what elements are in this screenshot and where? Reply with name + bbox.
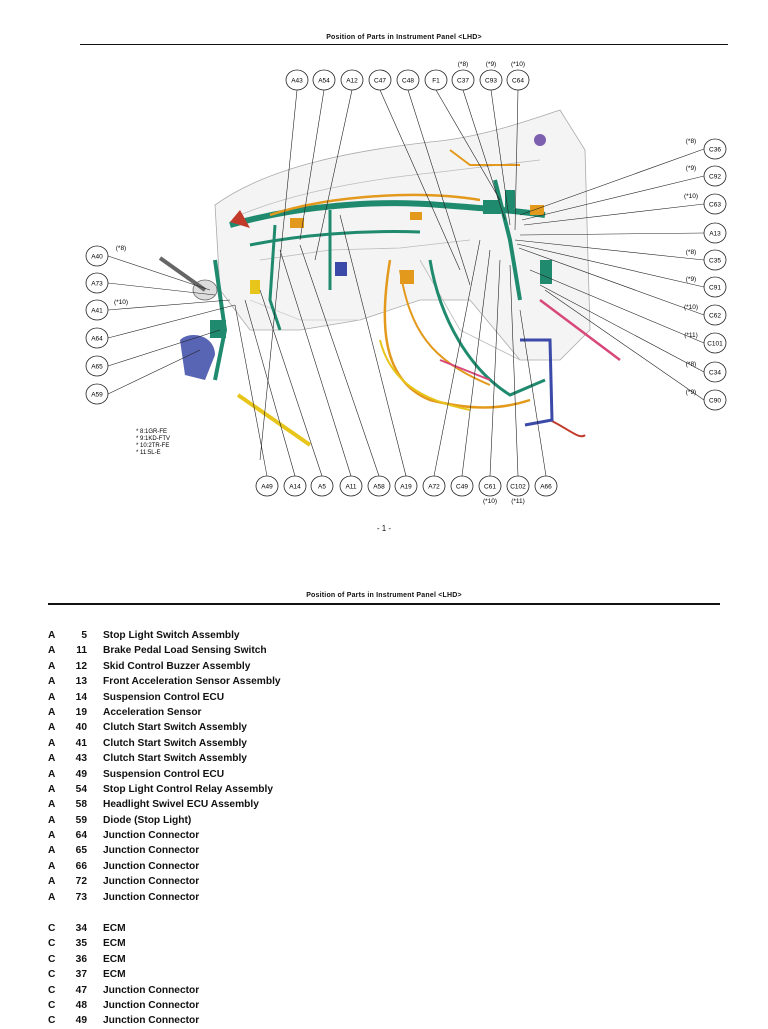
legend-item-num: 64 <box>75 830 87 842</box>
callout-note: (*8) <box>115 245 127 252</box>
callout-c90 <box>686 389 726 410</box>
legend-item <box>48 720 281 735</box>
callout-code: A73 <box>91 280 103 288</box>
legend-item-prefix: C <box>48 1015 56 1027</box>
legend-item-name: Stop Light Switch Assembly <box>103 630 240 641</box>
panel-illustration <box>160 110 620 445</box>
legend-item-name: Skid Control Buzzer Assembly <box>103 660 251 672</box>
callout-code: A13 <box>709 230 721 238</box>
legend-item-name: ECM <box>103 953 126 965</box>
legend-item-prefix: A <box>48 860 56 872</box>
callout-code: A43 <box>291 77 303 85</box>
callout-code: A64 <box>91 335 103 343</box>
legend-item <box>48 797 281 812</box>
callout-note: (*11) <box>511 498 525 505</box>
legend-item-prefix: A <box>48 630 56 641</box>
legend-item <box>48 874 281 889</box>
legend-item-prefix: A <box>48 753 56 765</box>
legend-item <box>48 905 281 921</box>
legend-item <box>48 690 281 705</box>
legend-item-name: Junction Connector <box>103 845 200 857</box>
callout-a59 <box>86 384 108 404</box>
legend-item <box>48 859 281 874</box>
callout-a40 <box>86 245 126 266</box>
callout-code: A12 <box>346 77 358 85</box>
legend-item <box>48 736 281 751</box>
callout-code: A54 <box>318 77 330 85</box>
legend-item-name: Junction Connector <box>103 999 200 1011</box>
legend-item-prefix: A <box>48 845 56 857</box>
header-title: Position of Parts in Instrument Panel <LHD> <box>326 34 482 41</box>
callout-note: (*8) <box>685 361 697 368</box>
legend-item-name: Junction Connector <box>103 891 200 903</box>
callout-c63 <box>684 193 726 214</box>
callout-code: C47 <box>374 77 386 85</box>
callout-a58 <box>368 476 390 496</box>
callout-code: C48 <box>402 77 414 85</box>
legend-item-num: 43 <box>75 753 87 765</box>
legend-item <box>48 936 281 951</box>
legend-item-prefix: A <box>48 876 56 888</box>
page-number: - 1 - <box>376 524 392 533</box>
legend-item <box>48 921 281 936</box>
callout-note: (*8) <box>457 61 469 68</box>
legend-item <box>48 813 281 828</box>
legend-item <box>48 967 281 982</box>
legend-item-name: Clutch Start Switch Assembly <box>103 722 247 734</box>
callout-c101 <box>684 332 726 353</box>
legend-item-prefix: C <box>48 999 56 1011</box>
callout-a11 <box>340 476 362 496</box>
legend-item <box>48 674 281 689</box>
callout-c47 <box>369 70 391 90</box>
legend-item-prefix: A <box>48 691 56 703</box>
instrument-panel-diagram <box>0 45 768 525</box>
legend-item-prefix: A <box>48 783 56 795</box>
legend-item-name: ECM <box>103 938 126 950</box>
legend-item-prefix: A <box>48 645 56 657</box>
callout-note: (*10) <box>683 304 699 311</box>
callout-note: (*8) <box>685 249 697 256</box>
callout-note: (*9) <box>685 389 697 396</box>
legend-item-num: 14 <box>75 691 87 703</box>
callout-code: C91 <box>709 284 721 292</box>
callout-a73 <box>86 273 108 293</box>
legend-item-num: 36 <box>75 953 87 965</box>
callout-note: (*9) <box>485 61 497 68</box>
engine-notes <box>136 429 170 456</box>
legend-item-prefix: A <box>48 722 56 734</box>
callout-note: (*10) <box>683 193 699 200</box>
callout-a13 <box>704 223 726 243</box>
legend-item <box>48 705 281 720</box>
legend-item-num: 54 <box>75 783 87 795</box>
legend-item-num: 59 <box>75 814 87 826</box>
legend-item <box>48 828 281 843</box>
callout-note: (*10) <box>113 299 129 306</box>
callout-a12 <box>341 70 363 90</box>
legend-item-name: Diode (Stop Light) <box>103 814 192 826</box>
callout-code: C63 <box>709 201 721 209</box>
legend-item <box>48 782 281 797</box>
callout-code: A5 <box>318 483 326 491</box>
callout-note: (*8) <box>685 138 697 145</box>
engine-note: * 9:1KD-FTV <box>136 436 171 442</box>
legend-item-name: Headlight Swivel ECU Assembly <box>103 799 259 811</box>
callout-a19 <box>395 476 417 496</box>
legend-item-prefix: A <box>48 768 56 780</box>
callout-c92 <box>686 165 726 186</box>
callout-code: A40 <box>91 253 103 261</box>
legend-item-name: Stop Light Control Relay Assembly <box>103 783 273 795</box>
callout-code: C62 <box>709 312 721 320</box>
legend-item-name: Clutch Start Switch Assembly <box>103 753 247 765</box>
callout-a54 <box>313 70 335 90</box>
callout-c48 <box>397 70 419 90</box>
engine-note: * 8:1GR-FE <box>136 429 168 435</box>
legend-item-prefix: A <box>48 660 56 672</box>
callout-c62 <box>684 304 726 325</box>
legend-item-prefix: A <box>48 706 56 718</box>
legend-item-num: 65 <box>75 845 87 857</box>
callout-note: (*10) <box>482 498 498 505</box>
legend-item-name: Acceleration Sensor <box>103 706 202 718</box>
legend-item <box>48 843 281 858</box>
legend-item-name: Clutch Start Switch Assembly <box>103 737 247 749</box>
legend-item-name: Suspension Control ECU <box>103 691 225 703</box>
callout-code: A65 <box>91 363 103 371</box>
legend-item-prefix: A <box>48 799 56 811</box>
callout-code: C92 <box>709 173 721 181</box>
legend-item-prefix: C <box>48 953 56 965</box>
engine-note: * 11:5L-E <box>136 450 161 456</box>
callout-code: C34 <box>709 369 721 377</box>
legend-item-num: 13 <box>75 676 87 688</box>
callout-note: (*9) <box>685 165 697 172</box>
callout-c64 <box>507 61 529 90</box>
callout-c36 <box>686 138 726 159</box>
callout-a72 <box>423 476 445 496</box>
legend-item-name: Suspension Control ECU <box>103 768 225 780</box>
callout-code: A14 <box>289 483 301 491</box>
callout-f1 <box>425 70 447 90</box>
callout-code: F1 <box>432 77 440 85</box>
legend-item <box>48 643 281 658</box>
callout-note: (*11) <box>684 332 698 339</box>
callout-code: C36 <box>709 146 721 154</box>
callout-code: C90 <box>709 397 721 405</box>
callout-a49 <box>256 476 278 496</box>
callout-a41 <box>86 299 128 320</box>
callout-c37 <box>452 61 474 90</box>
legend-item-name: Junction Connector <box>103 984 200 996</box>
callout-a43 <box>286 70 308 90</box>
callout-c61 <box>479 476 501 505</box>
callout-c102 <box>507 476 529 505</box>
legend-item <box>48 628 281 643</box>
callout-note: (*9) <box>685 276 697 283</box>
legend-item-num: 73 <box>75 891 87 903</box>
legend-item-name: Junction Connector <box>103 876 200 888</box>
legend-item-num: 19 <box>75 706 87 718</box>
legend-item-num: 41 <box>75 737 87 749</box>
legend-item-num: 11 <box>76 645 87 657</box>
callout-code: C37 <box>457 77 469 85</box>
legend-item-name: Brake Pedal Load Sensing Switch <box>103 645 267 657</box>
callout-code: A66 <box>540 483 552 491</box>
legend-item <box>48 890 281 905</box>
legend-item <box>48 983 281 998</box>
engine-note: * 10:2TR-FE <box>136 443 170 449</box>
legend-item-prefix: C <box>48 938 56 950</box>
legend-item-name: Junction Connector <box>103 1015 200 1027</box>
callout-c35 <box>686 249 726 270</box>
leader-line <box>235 305 267 476</box>
callout-code: A41 <box>91 307 103 315</box>
callout-c91 <box>686 276 726 297</box>
legend-item <box>48 767 281 782</box>
legend-item-prefix: C <box>48 984 56 996</box>
legend-item <box>48 952 281 967</box>
callout-code: C35 <box>709 257 721 265</box>
parts-legend-list <box>48 628 281 1029</box>
legend-item-num: 12 <box>75 660 87 672</box>
legend-item-prefix: A <box>48 830 56 842</box>
callout-code: A72 <box>428 483 440 491</box>
callout-c34 <box>686 361 726 382</box>
legend-item-num: 47 <box>75 984 87 996</box>
legend-item-num: 5 <box>81 630 87 641</box>
callout-code: C101 <box>707 340 723 348</box>
legend-item-num: 35 <box>75 938 87 950</box>
callout-a5 <box>311 476 333 496</box>
legend-item-prefix: A <box>48 737 56 749</box>
legend-item <box>48 751 281 766</box>
callout-code: A49 <box>261 483 273 491</box>
callout-a65 <box>86 356 108 376</box>
legend-item-num: 49 <box>75 768 87 780</box>
legend-item-num: 49 <box>75 1015 87 1027</box>
callout-a66 <box>535 476 557 496</box>
callout-code: A59 <box>91 391 103 399</box>
callout-code: C49 <box>456 483 468 491</box>
callout-code: A19 <box>400 483 412 491</box>
legend-item-num: 58 <box>75 799 87 811</box>
legend-item-prefix: C <box>48 923 56 935</box>
legend-item-prefix: A <box>48 676 56 688</box>
legend-item-num: 37 <box>75 969 87 981</box>
legend-item-num: 34 <box>75 923 87 935</box>
callout-code: A11 <box>345 483 357 491</box>
legend-item-num: 48 <box>75 999 87 1011</box>
legend-item-name: Junction Connector <box>103 830 200 842</box>
callout-a14 <box>284 476 306 496</box>
legend-item <box>48 1013 281 1028</box>
legend-item-num: 72 <box>75 876 87 888</box>
legend-item-name: Junction Connector <box>103 860 200 872</box>
callout-code: A58 <box>373 483 385 491</box>
legend-item-num: 40 <box>75 722 87 734</box>
legend-item-name: ECM <box>103 923 126 935</box>
legend-item-prefix: A <box>48 891 56 903</box>
callout-code: C93 <box>485 77 497 85</box>
callout-a64 <box>86 328 108 348</box>
callout-note: (*10) <box>510 61 526 68</box>
legend-item <box>48 659 281 674</box>
callout-code: C61 <box>484 483 496 491</box>
legend-item-name: ECM <box>103 969 126 981</box>
callout-code: C64 <box>512 77 524 85</box>
callout-code: C102 <box>510 483 526 491</box>
legend-item-prefix: A <box>48 814 56 826</box>
callout-c49 <box>451 476 473 496</box>
legend-item-prefix: C <box>48 969 56 981</box>
callout-c93 <box>480 61 502 90</box>
legend-item-name: Front Acceleration Sensor Assembly <box>103 676 281 688</box>
legend-item <box>48 998 281 1013</box>
section-rule <box>48 603 720 605</box>
section-title: Position of Parts in Instrument Panel <LHD> <box>306 592 462 599</box>
legend-item-num: 66 <box>75 860 87 872</box>
